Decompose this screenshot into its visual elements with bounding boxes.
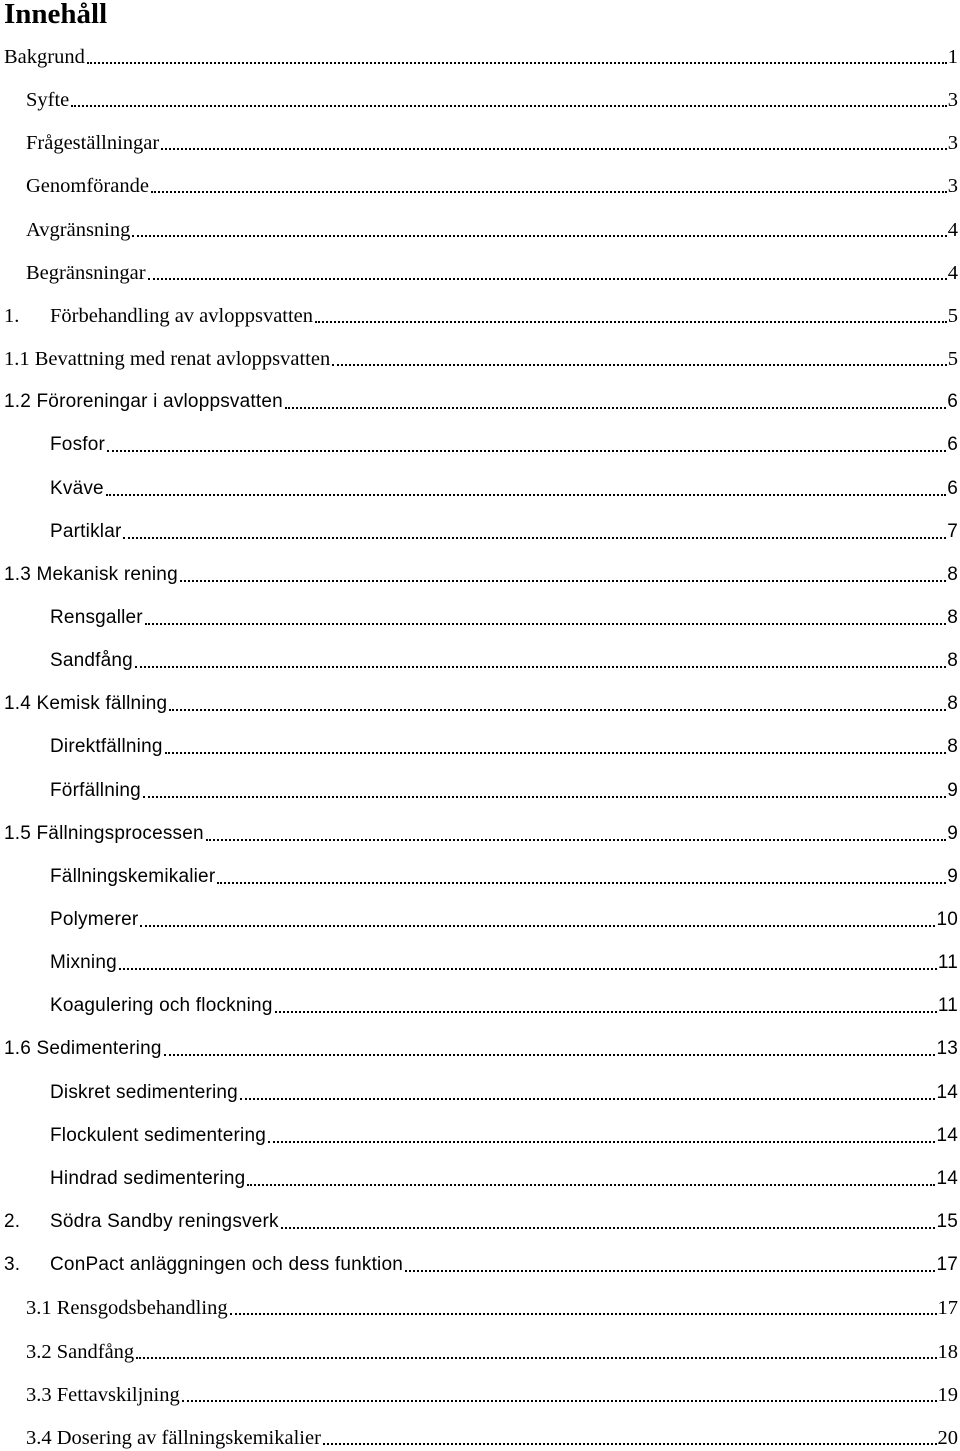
- toc-entry-label: [4, 1209, 279, 1235]
- dot-leader: [135, 666, 946, 668]
- toc-entry-label: [50, 648, 133, 674]
- toc-entry-text: 3.1 Rensgodsbehandling: [26, 1295, 228, 1321]
- toc-entry[interactable]: [0, 70, 960, 113]
- toc-entry-label: [50, 734, 163, 760]
- toc-entry-text: Koagulering och flockning: [50, 993, 273, 1019]
- toc-entry-label: [26, 130, 159, 156]
- toc-entry[interactable]: [0, 1322, 960, 1365]
- toc-entry[interactable]: [0, 1365, 960, 1408]
- toc-entry[interactable]: [0, 588, 960, 631]
- dot-leader: [281, 1227, 936, 1229]
- toc-entry-label: [4, 1036, 162, 1062]
- dot-leader: [332, 364, 947, 366]
- toc-entry-page-number: 10: [936, 907, 960, 933]
- dot-leader: [145, 623, 946, 625]
- toc-entry[interactable]: [0, 761, 960, 804]
- toc-entry-page-number: 9: [947, 778, 960, 804]
- toc-entry-label: [4, 44, 85, 70]
- toc-entry[interactable]: [0, 1408, 960, 1451]
- toc-entry-page-number: 13: [936, 1036, 960, 1062]
- toc-entry-label: [50, 605, 143, 631]
- toc-entry-page-number: 18: [938, 1339, 960, 1365]
- toc-entry-text: 3.3 Fettavskiljning: [26, 1382, 180, 1408]
- toc-entry-number: 2.: [4, 1209, 50, 1235]
- toc-entry-text: Rensgaller: [50, 605, 143, 631]
- toc-entry-text: 1.3 Mekanisk rening: [4, 562, 178, 588]
- dot-leader: [107, 450, 946, 452]
- toc-entry[interactable]: [0, 1278, 960, 1321]
- dot-leader: [315, 321, 947, 323]
- toc-entry-number: 1.: [4, 303, 50, 329]
- toc-entry-text: Mixning: [50, 950, 117, 976]
- dot-leader: [71, 105, 946, 107]
- toc-entry-page-number: 17: [938, 1295, 960, 1321]
- dot-leader: [119, 968, 937, 970]
- toc-entry-page-number: 6: [947, 389, 960, 415]
- toc-entry-page-number: 8: [947, 734, 960, 760]
- toc-entry-page-number: 9: [947, 821, 960, 847]
- toc-entry-label: [26, 87, 69, 113]
- toc-entry[interactable]: [0, 1019, 960, 1062]
- toc-entry-page-number: 11: [938, 993, 960, 1019]
- toc-entry[interactable]: [0, 717, 960, 760]
- dot-leader: [148, 278, 947, 280]
- toc-entry[interactable]: [0, 286, 960, 329]
- toc-entry-text: ConPact anläggningen och dess funktion: [50, 1252, 403, 1278]
- toc-entry-text: 1.5 Fällningsprocessen: [4, 821, 204, 847]
- toc-entry-page-number: 9: [947, 864, 960, 890]
- toc-entry-text: Genomförande: [26, 173, 149, 199]
- dot-leader: [123, 537, 946, 539]
- dot-leader: [180, 580, 946, 582]
- toc-entry-number: 3.: [4, 1252, 50, 1278]
- toc-entry-label: [26, 1382, 180, 1408]
- toc-entry-page-number: 20: [938, 1425, 960, 1451]
- toc-entry-text: Avgränsning: [26, 217, 130, 243]
- toc-entry[interactable]: [0, 890, 960, 933]
- toc-entry-label: [26, 1425, 321, 1451]
- toc-entry-text: 1.1 Bevattning med renat avloppsvatten: [4, 346, 330, 372]
- toc-entry[interactable]: [0, 1063, 960, 1106]
- toc-entry[interactable]: [0, 415, 960, 458]
- dot-leader: [230, 1313, 937, 1315]
- dot-leader: [247, 1184, 935, 1186]
- toc-entry-text: Flockulent sedimentering: [50, 1123, 266, 1149]
- toc-entry[interactable]: [0, 372, 960, 415]
- toc-entry-page-number: 6: [947, 476, 960, 502]
- toc-entry[interactable]: [0, 156, 960, 199]
- toc-entry[interactable]: [0, 1149, 960, 1192]
- toc-entry-label: [4, 346, 330, 372]
- toc-entry-text: 1.2 Föroreningar i avloppsvatten: [4, 389, 283, 415]
- toc-entry-text: Diskret sedimentering: [50, 1080, 238, 1106]
- toc-entry-label: [50, 907, 138, 933]
- dot-leader: [169, 709, 946, 711]
- toc-entry[interactable]: [0, 1106, 960, 1149]
- toc-entry-page-number: 1: [948, 44, 960, 70]
- toc-entry-label: [50, 432, 105, 458]
- dot-leader: [136, 1357, 936, 1359]
- toc-entry-text: 3.4 Dosering av fällningskemikalier: [26, 1425, 321, 1451]
- toc-entry-label: [4, 303, 313, 329]
- toc-entry[interactable]: [0, 329, 960, 372]
- dot-leader: [165, 752, 947, 754]
- toc-entry-text: Frågeställningar: [26, 130, 159, 156]
- toc-entry-page-number: 4: [948, 217, 960, 243]
- toc-entry-label: [50, 993, 273, 1019]
- toc-entry-label: [50, 1080, 238, 1106]
- dot-leader: [151, 191, 947, 193]
- toc-entry-text: 1.4 Kemisk fällning: [4, 691, 167, 717]
- dot-leader: [132, 235, 946, 237]
- toc-entry-label: [50, 1123, 266, 1149]
- dot-leader: [206, 839, 946, 841]
- toc-entry-text: Partiklar: [50, 519, 121, 545]
- toc-entry-label: [50, 778, 141, 804]
- toc-entry[interactable]: [0, 502, 960, 545]
- toc-entry-text: Polymerer: [50, 907, 138, 933]
- toc-entry[interactable]: [0, 243, 960, 286]
- toc-entry-text: Förbehandling av avloppsvatten: [50, 303, 313, 329]
- toc-entry-page-number: 14: [936, 1123, 960, 1149]
- toc-entry-page-number: 15: [936, 1209, 960, 1235]
- toc-entry-text: Södra Sandby reningsverk: [50, 1209, 279, 1235]
- toc-entry-text: Fällningskemikalier: [50, 864, 215, 890]
- toc-entry-page-number: 19: [938, 1382, 960, 1408]
- toc-entry[interactable]: [0, 113, 960, 156]
- toc-entry[interactable]: [0, 976, 960, 1019]
- toc-entry-text: Direktfällning: [50, 734, 163, 760]
- toc-entry-page-number: 5: [948, 303, 960, 329]
- toc-entry-page-number: 8: [947, 648, 960, 674]
- dot-leader: [268, 1141, 935, 1143]
- dot-leader: [285, 407, 946, 409]
- toc-entry-page-number: 17: [936, 1252, 960, 1278]
- toc-entry-label: [4, 821, 204, 847]
- toc-entry-text: Bakgrund: [4, 44, 85, 70]
- toc-entry-label: [50, 476, 104, 502]
- toc-entry-text: 3.2 Sandfång: [26, 1339, 134, 1365]
- dot-leader: [405, 1270, 935, 1272]
- dot-leader: [143, 796, 946, 798]
- toc-entry-label: [4, 691, 167, 717]
- toc-entry-text: Hindrad sedimentering: [50, 1166, 245, 1192]
- toc-entry-page-number: 4: [948, 260, 960, 286]
- toc-entry-page-number: 5: [948, 346, 960, 372]
- toc-entry-text: Fosfor: [50, 432, 105, 458]
- toc-entry-label: [26, 1339, 134, 1365]
- toc-entry[interactable]: [0, 933, 960, 976]
- toc-entry-label: [26, 173, 149, 199]
- dot-leader: [164, 1054, 936, 1056]
- toc-entry[interactable]: [0, 847, 960, 890]
- toc-entry-page-number: 14: [936, 1080, 960, 1106]
- toc-entry[interactable]: [0, 804, 960, 847]
- dot-leader: [87, 62, 947, 64]
- toc-entry-text: Sandfång: [50, 648, 133, 674]
- toc-entry[interactable]: [0, 545, 960, 588]
- toc-title: Innehåll: [4, 0, 107, 32]
- toc-entry[interactable]: [0, 459, 960, 502]
- toc-entry-page-number: 3: [948, 87, 960, 113]
- toc-entry-page-number: 14: [936, 1166, 960, 1192]
- toc-entry-label: [26, 260, 146, 286]
- dot-leader: [106, 494, 946, 496]
- toc-entry-page-number: 6: [947, 432, 960, 458]
- dot-leader: [217, 882, 946, 884]
- toc-entry[interactable]: [0, 1192, 960, 1235]
- dot-leader: [182, 1400, 937, 1402]
- toc-entry-label: [26, 1295, 228, 1321]
- toc-entry[interactable]: [0, 27, 960, 70]
- dot-leader: [140, 925, 935, 927]
- toc-entry-label: [4, 389, 283, 415]
- toc-entry-page-number: 7: [947, 519, 960, 545]
- toc-entry-page-number: 8: [947, 605, 960, 631]
- toc-entry[interactable]: [0, 1235, 960, 1278]
- toc-entry-label: [50, 1166, 245, 1192]
- toc-entry-label: [50, 519, 121, 545]
- toc-entry-text: 1.6 Sedimentering: [4, 1036, 162, 1062]
- toc-entry-text: Begränsningar: [26, 260, 146, 286]
- toc-entry-text: Kväve: [50, 476, 104, 502]
- toc-entry-label: [50, 950, 117, 976]
- toc-entry-label: [4, 1252, 403, 1278]
- toc-entry[interactable]: [0, 674, 960, 717]
- toc-entry-page-number: 8: [947, 691, 960, 717]
- toc-entry-page-number: 8: [947, 562, 960, 588]
- toc-entry[interactable]: [0, 631, 960, 674]
- dot-leader: [275, 1011, 937, 1013]
- dot-leader: [323, 1443, 937, 1445]
- dot-leader: [240, 1098, 936, 1100]
- toc-entry-page-number: 3: [948, 130, 960, 156]
- dot-leader: [161, 148, 947, 150]
- toc-entry-text: Syfte: [26, 87, 69, 113]
- toc-entry-page-number: 11: [938, 950, 960, 976]
- toc-entry-label: [50, 864, 215, 890]
- toc-entry-label: [26, 217, 130, 243]
- toc-entry-text: Förfällning: [50, 778, 141, 804]
- toc-entry-label: [4, 562, 178, 588]
- toc-entry[interactable]: [0, 200, 960, 243]
- toc-entry-page-number: 3: [948, 173, 960, 199]
